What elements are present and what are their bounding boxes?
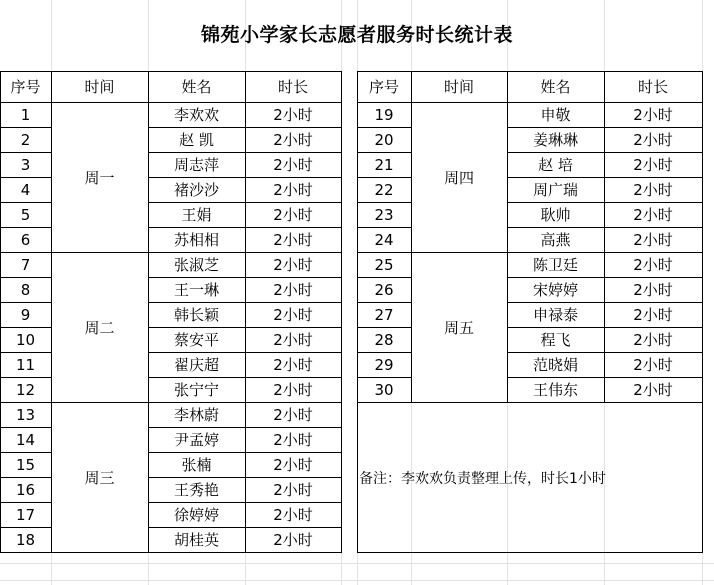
left-header-no: 序号 (10, 78, 41, 96)
row-number: 25 (374, 255, 394, 274)
row-number: 9 (20, 305, 31, 324)
service-duration: 2小时 (633, 131, 673, 149)
service-duration: 2小时 (273, 531, 313, 549)
service-duration: 2小时 (273, 406, 313, 424)
volunteer-name: 尹孟婷 (173, 431, 219, 449)
table-border (357, 71, 358, 403)
volunteer-name: 耿帅 (540, 206, 571, 224)
table-border (357, 127, 412, 128)
table-border (507, 71, 508, 403)
right-header-duration: 时长 (637, 78, 668, 96)
service-duration: 2小时 (273, 356, 313, 374)
table-border (245, 71, 246, 553)
volunteer-name: 张楠 (181, 456, 212, 474)
row-number: 27 (374, 305, 394, 324)
service-duration: 2小时 (633, 206, 673, 224)
service-duration: 2小时 (633, 231, 673, 249)
weekday-cell: 周三 (84, 468, 115, 487)
table-border (507, 202, 703, 203)
weekday-cell: 周二 (84, 318, 115, 337)
table-border (507, 302, 703, 303)
table-border (357, 377, 412, 378)
row-number: 2 (20, 130, 31, 149)
volunteer-name: 高燕 (540, 231, 571, 249)
table-border (357, 252, 703, 253)
table-border (507, 377, 703, 378)
table-border (0, 127, 52, 128)
service-duration: 2小时 (273, 506, 313, 524)
service-duration: 2小时 (273, 481, 313, 499)
row-number: 3 (20, 155, 31, 174)
volunteer-name: 胡桂英 (173, 531, 219, 549)
volunteer-name: 徐婷婷 (173, 506, 219, 524)
service-duration: 2小时 (273, 306, 313, 324)
row-number: 5 (20, 205, 31, 224)
table-border (507, 277, 703, 278)
row-number: 18 (15, 530, 36, 549)
volunteer-name: 程飞 (540, 331, 571, 349)
volunteer-name: 王一琳 (173, 281, 219, 299)
service-duration: 2小时 (633, 331, 673, 349)
table-border (507, 127, 703, 128)
table-border (357, 227, 412, 228)
remark-note: 备注：李欢欢负责整理上传，时长1小时 (359, 471, 606, 487)
table-border (702, 402, 703, 553)
service-duration: 2小时 (273, 131, 313, 149)
volunteer-name: 李欢欢 (173, 106, 219, 124)
service-duration: 2小时 (273, 231, 313, 249)
row-number: 4 (20, 180, 31, 199)
table-border (604, 71, 605, 403)
volunteer-name: 褚沙沙 (173, 181, 219, 199)
table-border (507, 177, 703, 178)
table-border (507, 227, 703, 228)
service-duration: 2小时 (633, 106, 673, 124)
table-border (148, 71, 149, 553)
table-border (357, 277, 412, 278)
right-header-time: 时间 (443, 78, 474, 96)
service-duration: 2小时 (273, 431, 313, 449)
table-border (357, 202, 412, 203)
row-number: 26 (374, 280, 394, 299)
volunteer-name: 赵 培 (538, 156, 573, 174)
row-number: 30 (374, 380, 394, 399)
volunteer-name: 王秀艳 (173, 481, 219, 499)
table-border (357, 402, 703, 403)
row-number: 24 (374, 230, 394, 249)
service-duration: 2小时 (633, 181, 673, 199)
volunteer-name: 周广瑞 (532, 181, 578, 199)
table-border (0, 477, 52, 478)
row-number: 22 (374, 180, 394, 199)
service-duration: 2小时 (633, 156, 673, 174)
table-border (0, 527, 52, 528)
table-border (357, 327, 412, 328)
volunteer-name: 苏相相 (173, 231, 219, 249)
row-number: 17 (15, 505, 36, 524)
table-border (0, 227, 52, 228)
service-duration: 2小时 (633, 306, 673, 324)
table-border (0, 177, 52, 178)
volunteer-name: 蔡安平 (173, 331, 219, 349)
table-border (51, 71, 52, 553)
table-border (0, 71, 1, 553)
row-number: 16 (15, 480, 36, 499)
volunteer-name: 申敬 (540, 106, 571, 124)
table-border (0, 352, 52, 353)
table-border (507, 152, 703, 153)
table-border (0, 427, 52, 428)
table-border (0, 302, 52, 303)
table-border (357, 177, 412, 178)
row-number: 1 (20, 105, 31, 124)
table-border (0, 452, 52, 453)
table-border (0, 377, 52, 378)
volunteer-name: 张淑芝 (173, 256, 219, 274)
weekday-cell: 周五 (443, 318, 474, 337)
table-border (0, 202, 52, 203)
page-title: 锦苑小学家长志愿者服务时长统计表 (200, 24, 513, 46)
service-duration: 2小时 (273, 181, 313, 199)
volunteer-name: 张宁宁 (173, 381, 219, 399)
weekday-cell: 周一 (84, 168, 115, 187)
row-number: 21 (374, 155, 394, 174)
row-number: 29 (374, 355, 394, 374)
right-header-name: 姓名 (540, 78, 571, 96)
table-border (357, 352, 412, 353)
left-header-duration: 时长 (277, 78, 308, 96)
row-number: 12 (15, 380, 36, 399)
service-duration: 2小时 (633, 356, 673, 374)
weekday-cell: 周四 (443, 168, 474, 187)
row-number: 7 (20, 255, 31, 274)
row-number: 20 (374, 130, 394, 149)
row-number: 6 (20, 230, 31, 249)
left-header-time: 时间 (84, 78, 115, 96)
table-border (507, 327, 703, 328)
left-header-name: 姓名 (181, 78, 212, 96)
volunteer-name: 宋婷婷 (532, 281, 578, 299)
table-border (411, 71, 412, 403)
volunteer-name: 李林蔚 (173, 406, 219, 424)
service-duration: 2小时 (273, 256, 313, 274)
volunteer-name: 王伟东 (532, 381, 578, 399)
table-border (702, 71, 703, 403)
volunteer-name: 陈卫廷 (532, 256, 578, 274)
right-header-no: 序号 (368, 78, 399, 96)
service-duration: 2小时 (633, 281, 673, 299)
row-number: 11 (15, 355, 36, 374)
table-border (357, 552, 703, 553)
volunteer-name: 范晓娟 (532, 356, 578, 374)
service-duration: 2小时 (273, 381, 313, 399)
row-number: 10 (15, 330, 36, 349)
row-number: 14 (15, 430, 36, 449)
volunteer-name: 韩长颖 (173, 306, 219, 324)
row-number: 28 (374, 330, 394, 349)
service-duration: 2小时 (273, 206, 313, 224)
table-border (357, 152, 412, 153)
service-duration: 2小时 (273, 156, 313, 174)
service-duration: 2小时 (633, 256, 673, 274)
service-duration: 2小时 (273, 456, 313, 474)
row-number: 23 (374, 205, 394, 224)
volunteer-name: 周志萍 (173, 156, 219, 174)
volunteer-name: 翟庆超 (173, 356, 219, 374)
row-number: 15 (15, 455, 36, 474)
volunteer-name: 王娟 (181, 206, 212, 224)
table-border (0, 277, 52, 278)
table-border (341, 71, 342, 553)
volunteer-name: 申禄泰 (532, 306, 578, 324)
service-duration: 2小时 (633, 381, 673, 399)
service-duration: 2小时 (273, 281, 313, 299)
table-border (357, 71, 703, 72)
service-duration: 2小时 (273, 331, 313, 349)
table-border (357, 402, 358, 553)
row-number: 13 (15, 405, 36, 424)
volunteer-name: 赵 凯 (179, 131, 214, 149)
table-border (357, 102, 703, 103)
table-border (0, 152, 52, 153)
row-number: 19 (374, 105, 394, 124)
table-border (357, 302, 412, 303)
row-number: 8 (20, 280, 31, 299)
service-duration: 2小时 (273, 106, 313, 124)
table-border (507, 352, 703, 353)
table-border (0, 502, 52, 503)
table-border (0, 327, 52, 328)
volunteer-name: 姜琳琳 (532, 131, 578, 149)
